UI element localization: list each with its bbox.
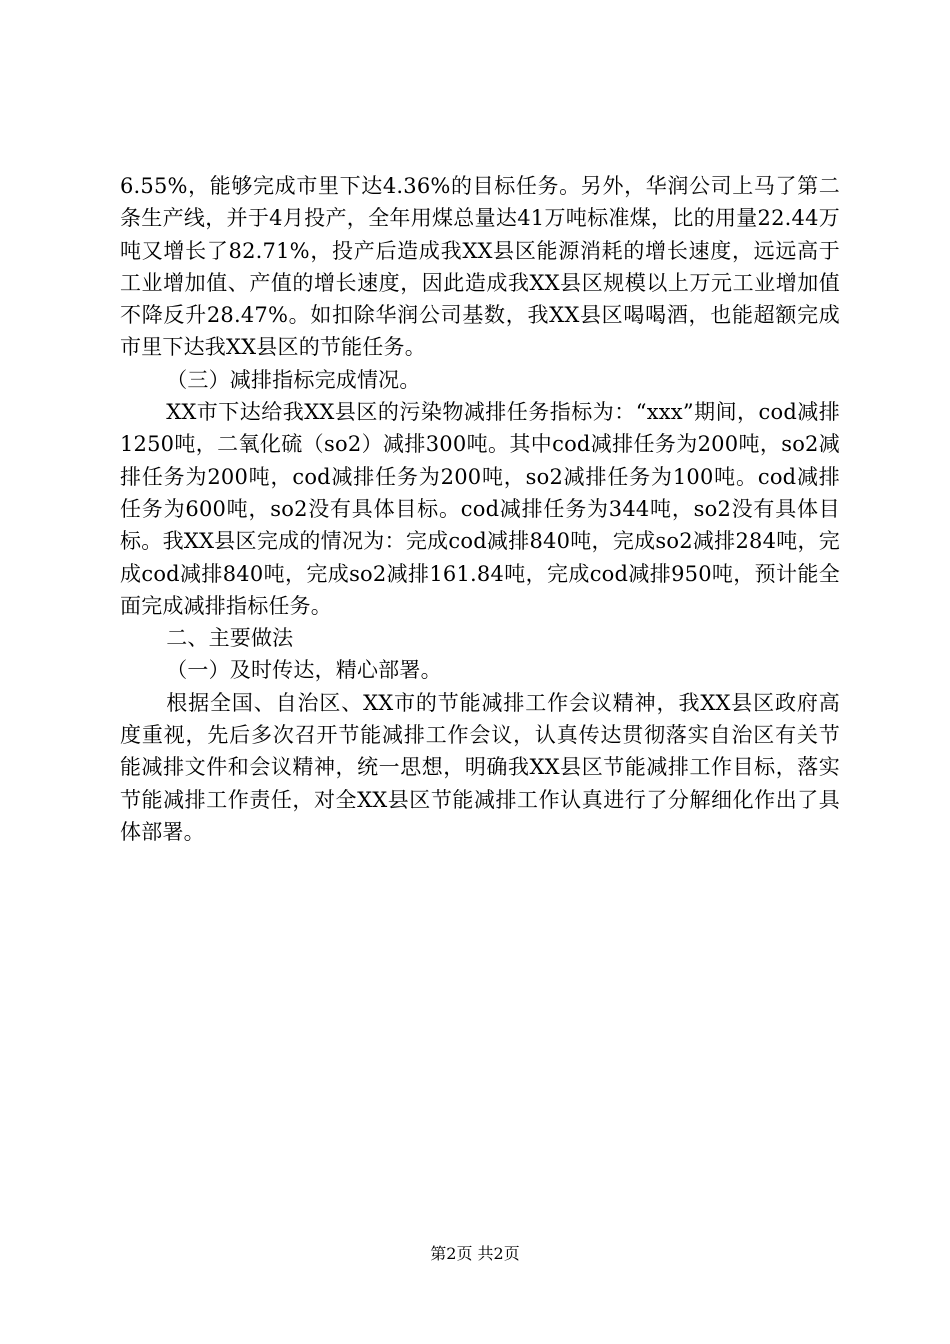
heading-main-practices: 二、主要做法 [166, 626, 294, 651]
document-body [120, 170, 840, 848]
paragraph-deployment: 根据全国、自治区、XX市的节能减排工作会议精神，我XX县区政府高度重视，先后多次召开节能减排工作会议，认真传达贯彻落实自治区有关节能减排文件和会议精神，统一思想，明确我XX县区节能减排工作目标，落实节能减排工作责任，对全XX县区节能减排工作认真进行了分解细化作出了具体部署。 [120, 690, 840, 844]
paragraph-energy-consumption: 6.55%，能够完成市里下达4.36%的目标任务。另外，华润公司上马了第二条生产线，并于4月投产，全年用煤总量达41万吨标准煤，比的用量22.44万吨又增长了82.71%，投产后造成我XX县区能源消耗的增长速度，远远高于工业增加值、产值的增长速度，因此造成我XX县区规模以上万元工业增加值不降反升28.47%。如扣除华润公司基数，我XX县区喝喝酒，也能超额完成市里下达我XX县区的节能任务。 [120, 174, 840, 360]
heading-timely-deployment: （一）及时传达，精心部署。 [166, 658, 442, 683]
heading-emission-reduction-status: （三）减排指标完成情况。 [166, 367, 421, 392]
paragraph-emission-reduction: XX市下达给我XX县区的污染物减排任务指标为：“xxx”期间，cod减排1250吨，二氧化硫（so2）减排300吨。其中cod减排任务为200吨，so2减排任务为200吨，cod减排任务为200吨，so2减排任务为100吨。cod减排任务为600吨，so2没有具体目标。cod减排任务为344吨，so2没有具体目标。我XX县区完成的情况为：完成cod减排840吨，完成so2减排284吨，完成cod减排840吨，完成so2减排161.84吨，完成cod减排950吨，预计能全面完成减排指标任务。 [120, 400, 840, 618]
page-number-footer: 第2页 共2页 [430, 1244, 520, 1263]
